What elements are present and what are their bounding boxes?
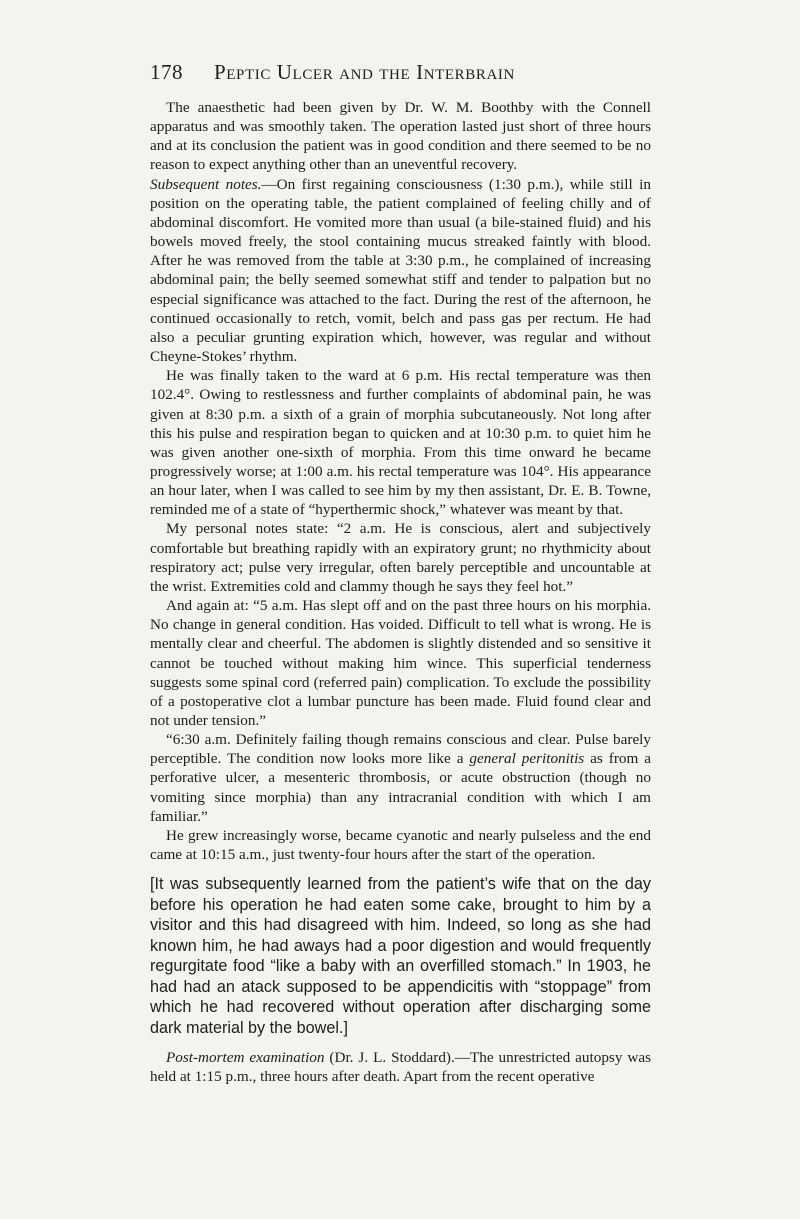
post-mortem-text: (Dr. J. L. Stoddard).—The unrestricted autopsy was held at 1:15 p.m., three hours after death. Apart from the recent operative: [150, 1049, 651, 1086]
paragraph-ward: He was finally taken to the ward at 6 p.m. His rectal temperature was then 102.4°. Owing to restlessness and further complaints of abdominal pain, he was given at 8:30 p.m. a sixth of a grain of morphia subcutaneously. Not long after this his pulse and respiration began to quicken and at 10:30 p.m. to quiet him he was given another one-sixth of morphia. From this time onward he became progressively worse; at 1:00 a.m. his rectal temperature was 104°. His appearance an hour later, when I was called to see him by my then assistant, Dr. E. B. Towne, reminded me of a state of “hyperthermic shock,” whatever was meant by that.: [150, 367, 651, 519]
paragraph-630am-text-b: as from a perforative ulcer, a mesenteric thrombosis, or acute obstruction (though no vomiting since morphia) than any intracranial condition with which I am familiar.”: [150, 750, 651, 825]
subsequent-notes-heading: Subsequent notes.: [150, 175, 262, 193]
paragraph-630am-text-a: “6:30 a.m. Definitely failing though remains conscious and clear. Pulse barely perceptible. The condition now looks more like a: [150, 731, 651, 768]
general-peritonitis-emphasis: general peritonitis: [469, 750, 585, 768]
subsequent-notes-text: —On first regaining consciousness (1:30 p.m.), while still in position on the operating table, the patient complained of feeling chilly and of abdominal discomfort. He vomited more than usual (a bile-stained fluid) and his bowels moved freely, the stool containing mucus streaked faintly with blood. After he was removed from the table at 3:30 p.m., he complained of increasing abdominal pain; the belly seemed somewhat stiff and tender to palpation but no especial significance was attached to the fact. During the rest of the afternoon, he continued occasionally to retch, vomit, belch and pass gas per rectum. He had also a peculiar grunting expiration which, however, was regular and without Cheyne-Stokes’ rhythm.: [150, 175, 651, 366]
paragraph-subsequent-notes: [150, 175, 651, 367]
body-text: [150, 98, 651, 1087]
page-number: 178: [150, 60, 183, 84]
paragraph-personal-notes: My personal notes state: “2 a.m. He is conscious, alert and subjectively comfortable but breathing rapidly with an expiratory grunt; no rhythmicity about respiratory act; pulse very irregular, often barely perceptible and uncountable at the wrist. Extremities cold and clammy though he says they feel hot.”: [150, 520, 651, 595]
paragraph-end: He grew increasingly worse, became cyanotic and nearly pulseless and the end came at 10:15 a.m., just twenty-four hours after the start of the operation.: [150, 826, 651, 864]
running-title: Peptic Ulcer and the Interbrain: [214, 60, 515, 84]
paragraph-5am: And again at: “5 a.m. Has slept off and on the past three hours on his morphia. No change in general condition. Has voided. Difficult to tell what is wrong. He is mentally clear and cheerful. The abdomen is slightly distended and so sensitive it cannot be touched without making him wince. This superficial tenderness suggests some spinal cord (referred pain) complication. To exclude the possibility of a postoperative clot a lumbar puncture has been made. Fluid found clear and not under tension.”: [150, 597, 651, 729]
paragraph-630am: [150, 730, 651, 826]
paragraph-anaesthetic: The anaesthetic had been given by Dr. W. M. Boothby with the Connell apparatus and was smoothly taken. The operation lasted just short of three hours and at its conclusion the patient was in good condition and there seemed to be no reason to expect anything other than an uneventful recovery.: [150, 99, 651, 174]
bracketed-note: [It was subsequently learned from the patient’s wife that on the day before his operation he had eaten some cake, brought to him by a visitor and this had disagreed with him. Indeed, so long as she had known him, he had aways had a poor digestion and would frequently regurgitate food “like a baby with an overfilled stomach.” In 1903, he had had an atack supposed to be appendicitis with “stoppage” from which he had recovered without operation after discharging some dark material by the bowel.]: [150, 875, 651, 1037]
paragraph-post-mortem: [150, 1048, 651, 1086]
page-header: [150, 60, 650, 90]
post-mortem-heading: Post-mortem examination: [166, 1049, 325, 1067]
